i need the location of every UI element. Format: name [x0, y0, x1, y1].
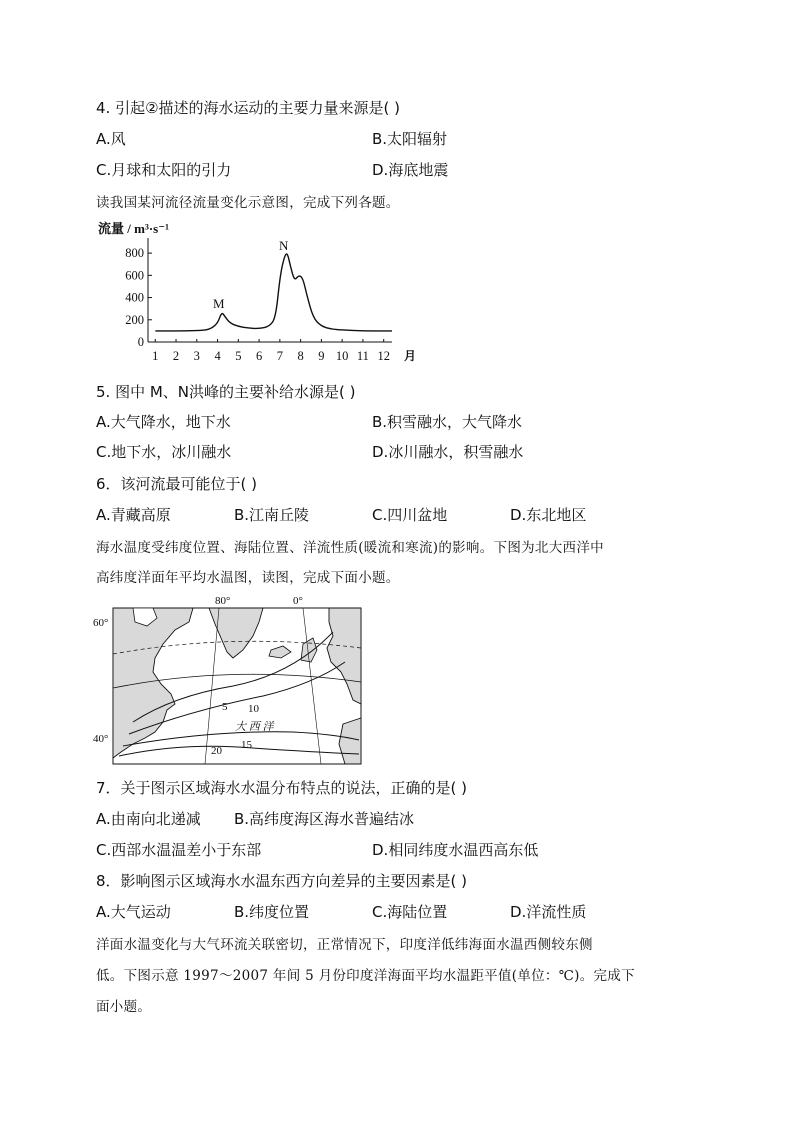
q4-option-b: B.太阳辐射: [372, 130, 448, 148]
intro-sea-line1: 海水温度受纬度位置、海陆位置、洋流性质(暖流和寒流)的影响。下图为北大西洋中: [96, 540, 604, 556]
lon-label-80: 80°: [215, 595, 231, 607]
discharge-line: [155, 254, 392, 331]
x-tick-label: 12: [377, 349, 390, 363]
q7-option-c: C.西部水温温差小于东部: [96, 841, 262, 859]
peak-label-n: N: [279, 238, 289, 253]
isotherm-label-5: 5: [222, 701, 228, 713]
q5-option-d: D.冰川融水，积雪融水: [372, 443, 524, 461]
x-tick-label: 1: [152, 349, 159, 363]
q4-option-a: A.风: [96, 130, 126, 148]
q6-option-a: A.青藏高原: [96, 506, 171, 524]
river-discharge-chart: [96, 216, 426, 366]
isotherm-label-10: 10: [248, 703, 259, 715]
q8-option-b: B.纬度位置: [234, 903, 310, 921]
q4-stem: 4. 引起②描述的海水运动的主要力量来源是( ): [96, 99, 401, 117]
y-tick-label: 800: [125, 246, 144, 261]
intro-india-line3: 面小题。: [96, 999, 152, 1015]
y-tick-label: 400: [125, 290, 144, 305]
x-tick-label: 2: [172, 349, 180, 363]
intro-river: 读我国某河流径流量变化示意图，完成下列各题。: [96, 195, 400, 211]
q8-stem: 8．影响图示区域海水水温东西方向差异的主要因素是( ): [96, 872, 468, 890]
peak-label-m: M: [213, 296, 225, 311]
q7-option-b: B.高纬度海区海水普遍结冰: [234, 810, 415, 828]
q8-option-c: C.海陆位置: [372, 903, 448, 921]
chart-ylabel: 流量 / m³·s⁻¹: [98, 221, 169, 236]
y-tick-label: 600: [125, 268, 144, 283]
intro-sea-line2: 高纬度洋面年平均水温图，读图，完成下面小题。: [96, 570, 400, 586]
x-tick-label: 3: [193, 349, 200, 363]
x-tick-label: 5: [235, 349, 242, 363]
q4-option-d: D.海底地震: [372, 161, 449, 179]
q5-option-a: A.大气降水，地下水: [96, 413, 231, 431]
intro-india-line1: 洋面水温变化与大气环流关联密切，正常情况下，印度洋低纬海面水温西侧较东侧: [96, 937, 593, 953]
y-tick-label: 200: [125, 312, 144, 327]
lat-label-60: 60°: [93, 617, 109, 629]
ocean-label: 大 西 洋: [235, 721, 274, 733]
lat-label-40: 40°: [93, 733, 109, 745]
isotherm-label-20: 20: [211, 745, 222, 757]
q6-option-d: D.东北地区: [510, 506, 587, 524]
q8-option-d: D.洋流性质: [510, 903, 587, 921]
x-tick-label: 7: [276, 349, 283, 363]
isotherm-label-15: 15: [241, 739, 252, 751]
x-tick-label: 11: [356, 349, 369, 363]
x-tick-label: 4: [214, 349, 221, 363]
q4-option-c: C.月球和太阳的引力: [96, 161, 232, 179]
lon-label-0: 0°: [293, 595, 303, 607]
q6-stem: 6．该河流最可能位于( ): [96, 475, 258, 493]
q5-option-c: C.地下水，冰川融水: [96, 443, 232, 461]
intro-india-line2: 低。下图示意 1997～2007 年间 5 月份印度洋海面平均水温距平值(单位：℃)。完成下: [96, 968, 635, 984]
q6-option-b: B.江南丘陵: [234, 506, 310, 524]
q5-stem: 5. 图中 M、N洪峰的主要补给水源是( ): [96, 383, 356, 401]
q7-option-d: D.相同纬度水温西高东低: [372, 841, 539, 859]
x-tick-label: 6: [255, 349, 263, 363]
q7-option-a: A.由南向北递减: [96, 810, 201, 828]
q7-stem: 7．关于图示区域海水水温分布特点的说法，正确的是( ): [96, 779, 468, 797]
chart-xlabel: 月: [404, 349, 417, 363]
x-tick-label: 9: [318, 349, 325, 363]
x-tick-label: 10: [335, 349, 349, 363]
y-tick-label: 0: [137, 335, 144, 349]
q6-option-c: C.四川盆地: [372, 506, 448, 524]
q5-option-b: B.积雪融水，大气降水: [372, 413, 523, 431]
north-atlantic-temperature-map: [93, 592, 365, 767]
q8-option-a: A.大气运动: [96, 903, 171, 921]
x-tick-label: 8: [297, 349, 304, 363]
